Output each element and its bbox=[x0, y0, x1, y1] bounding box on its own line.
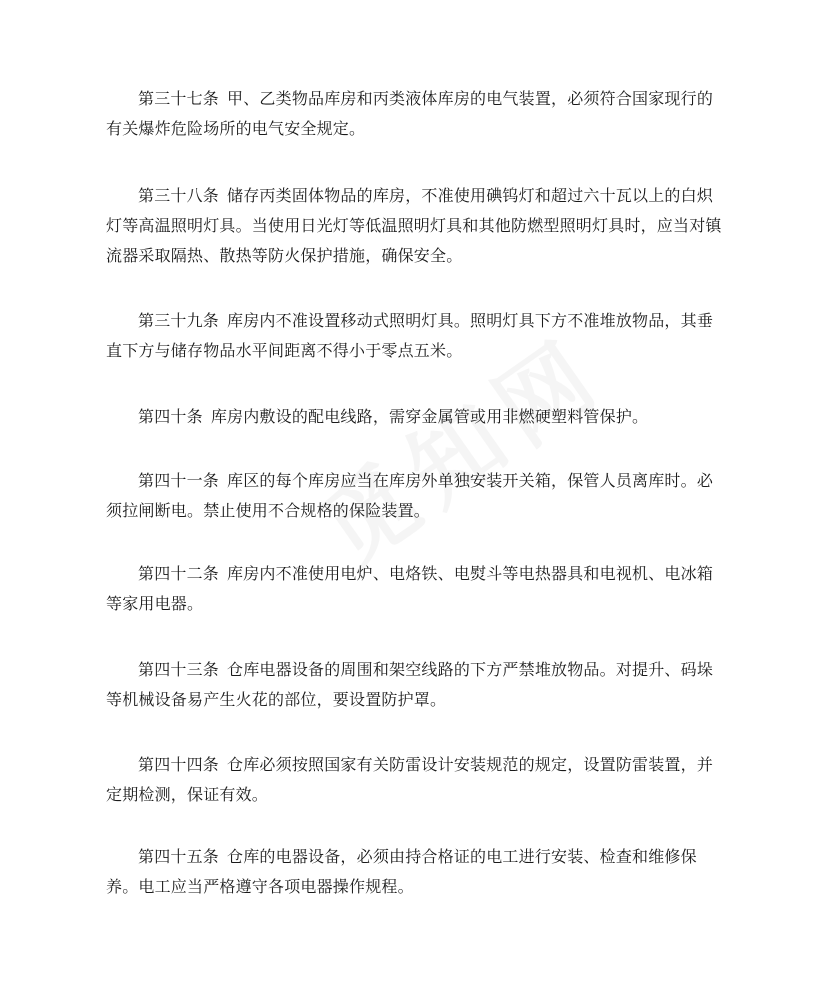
article-44 bbox=[106, 750, 726, 810]
article-number: 第四十五条 bbox=[138, 847, 220, 866]
article-number: 第三十八条 bbox=[138, 186, 220, 205]
article-text: 仓库必须按照国家有关防雷设计安装规范的规定，设置防雷装置，并定期检测，保证有效。 bbox=[106, 755, 714, 804]
article-37 bbox=[106, 84, 726, 144]
article-text: 库房内敷设的配电线路，需穿金属管或用非燃硬塑料管保护。 bbox=[210, 407, 649, 426]
article-number: 第四十一条 bbox=[138, 471, 220, 490]
article-text: 库区的每个库房应当在库房外单独安装开关箱，保管人员离库时。必须拉闸断电。禁止使用不合规格的保险装置。 bbox=[106, 471, 714, 520]
article-text: 储存丙类固体物品的库房，不准使用碘钨灯和超过六十瓦以上的白炽灯等高温照明灯具。当使用日光灯等低温照明灯具和其他防燃型照明灯具时，应当对镇流器采取隔热、散热等防火保护措施，确保安全。 bbox=[106, 186, 722, 265]
article-41 bbox=[106, 466, 726, 526]
article-text: 库房内不准使用电炉、电烙铁、电熨斗等电热器具和电视机、电冰箱等家用电器。 bbox=[106, 564, 714, 613]
article-number: 第四十四条 bbox=[138, 755, 220, 774]
article-43 bbox=[106, 655, 726, 715]
article-45 bbox=[106, 842, 726, 902]
article-text: 甲、乙类物品库房和丙类液体库房的电气装置，必须符合国家现行的有关爆炸危险场所的电气安全规定。 bbox=[106, 89, 714, 138]
article-number: 第四十三条 bbox=[138, 660, 220, 679]
article-text: 仓库的电器设备，必须由持合格证的电工进行安装、检查和维修保养。电工应当严格遵守各项电器操作规程。 bbox=[106, 847, 697, 896]
article-42 bbox=[106, 559, 726, 619]
article-text: 库房内不准设置移动式照明灯具。照明灯具下方不准堆放物品，其垂直下方与储存物品水平间距离不得小于零点五米。 bbox=[106, 311, 714, 360]
article-number: 第三十九条 bbox=[138, 311, 220, 330]
article-number: 第四十二条 bbox=[138, 564, 220, 583]
article-text: 仓库电器设备的周围和架空线路的下方严禁堆放物品。对提升、码垛等机械设备易产生火花的部位，要设置防护罩。 bbox=[106, 660, 714, 709]
article-40 bbox=[106, 402, 726, 432]
article-number: 第三十七条 bbox=[138, 89, 220, 108]
article-39 bbox=[106, 306, 726, 366]
article-38 bbox=[106, 181, 726, 271]
article-number: 第四十条 bbox=[138, 407, 203, 426]
